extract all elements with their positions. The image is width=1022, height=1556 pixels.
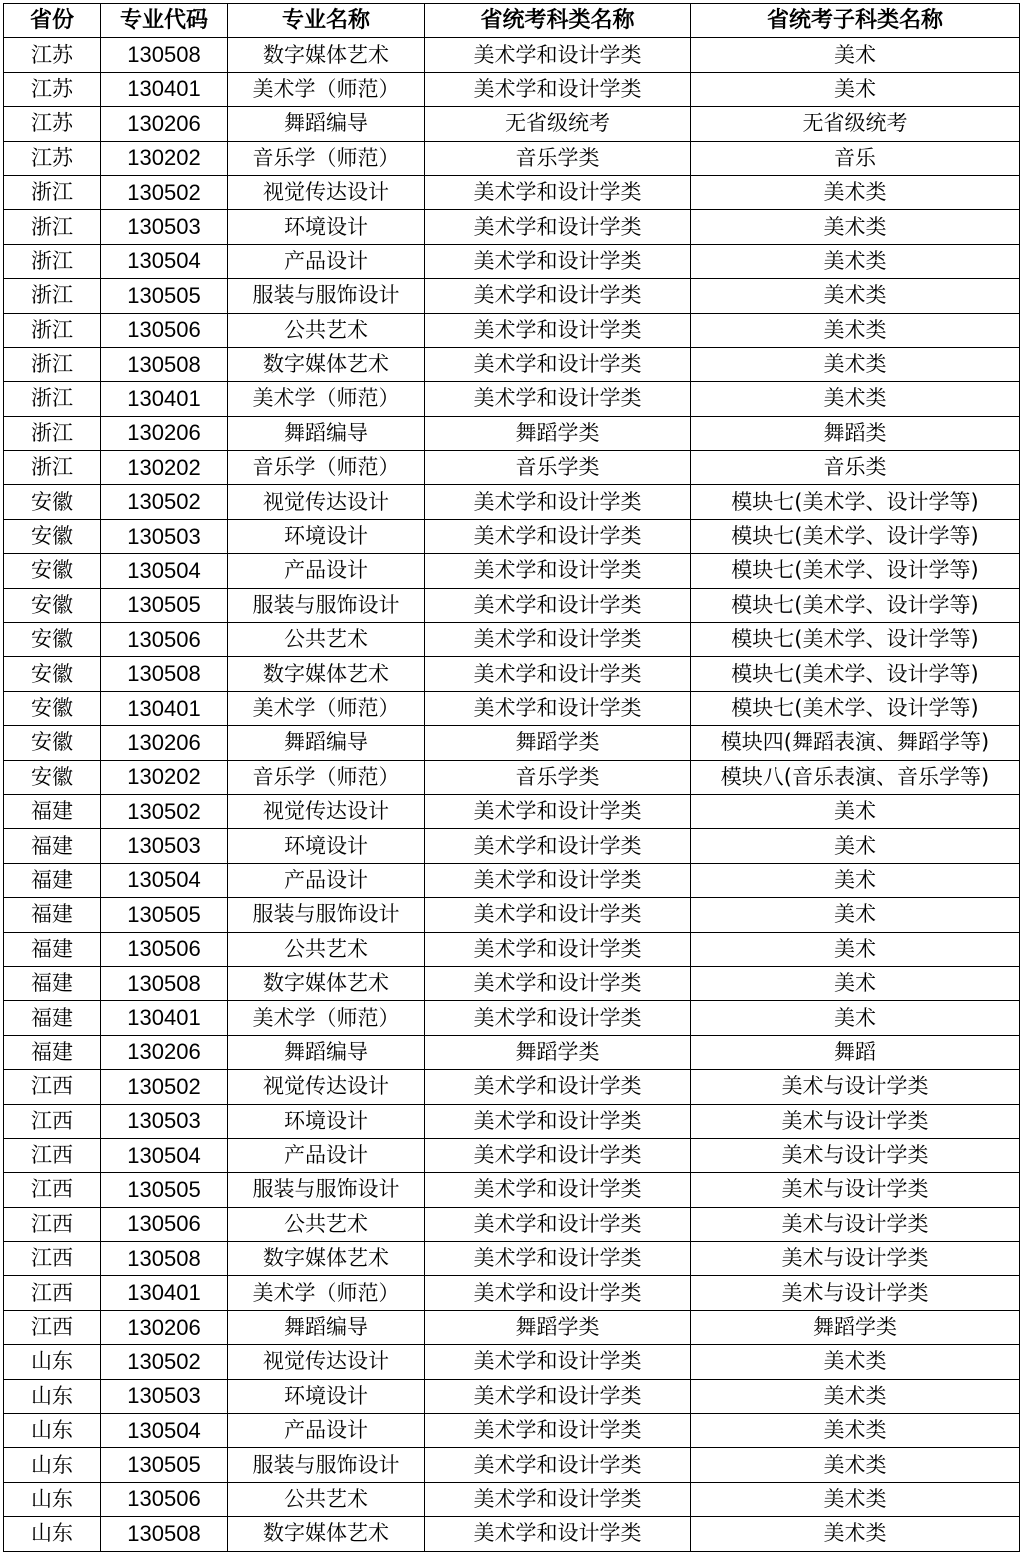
cell-major-code: 130206 bbox=[101, 107, 228, 141]
cell-province: 安徽 bbox=[4, 691, 101, 725]
cell-province: 浙江 bbox=[4, 210, 101, 244]
cell-major-code: 130508 bbox=[101, 657, 228, 691]
cell-major-code: 130502 bbox=[101, 1345, 228, 1379]
cell-province: 安徽 bbox=[4, 726, 101, 760]
cell-exam-subcategory: 美术与设计学类 bbox=[691, 1104, 1020, 1138]
cell-major-name: 环境设计 bbox=[228, 210, 425, 244]
cell-exam-category: 美术学和设计学类 bbox=[425, 829, 691, 863]
admissions-table bbox=[3, 3, 1020, 1552]
cell-province: 江西 bbox=[4, 1276, 101, 1310]
cell-province: 浙江 bbox=[4, 279, 101, 313]
cell-major-code: 130503 bbox=[101, 519, 228, 553]
table-row bbox=[4, 1207, 1020, 1241]
cell-province: 福建 bbox=[4, 1035, 101, 1069]
cell-major-code: 130506 bbox=[101, 313, 228, 347]
cell-major-code: 130401 bbox=[101, 72, 228, 106]
cell-province: 浙江 bbox=[4, 347, 101, 381]
cell-major-name: 视觉传达设计 bbox=[228, 1345, 425, 1379]
cell-exam-subcategory: 模块七(美术学、设计学等) bbox=[691, 623, 1020, 657]
cell-major-name: 音乐学（师范） bbox=[228, 451, 425, 485]
cell-exam-category: 美术学和设计学类 bbox=[425, 623, 691, 657]
cell-major-code: 130502 bbox=[101, 175, 228, 209]
cell-exam-category: 美术学和设计学类 bbox=[425, 210, 691, 244]
cell-major-name: 公共艺术 bbox=[228, 932, 425, 966]
cell-major-name: 视觉传达设计 bbox=[228, 794, 425, 828]
cell-province: 福建 bbox=[4, 829, 101, 863]
cell-exam-category: 美术学和设计学类 bbox=[425, 1482, 691, 1516]
cell-exam-category: 美术学和设计学类 bbox=[425, 38, 691, 72]
table-row bbox=[4, 519, 1020, 553]
cell-exam-category: 美术学和设计学类 bbox=[425, 1517, 691, 1551]
cell-province: 安徽 bbox=[4, 554, 101, 588]
cell-province: 江西 bbox=[4, 1207, 101, 1241]
table-row bbox=[4, 1242, 1020, 1276]
cell-major-name: 美术学（师范） bbox=[228, 382, 425, 416]
cell-major-code: 130505 bbox=[101, 1448, 228, 1482]
cell-exam-subcategory: 美术 bbox=[691, 898, 1020, 932]
cell-exam-category: 美术学和设计学类 bbox=[425, 932, 691, 966]
cell-major-code: 130202 bbox=[101, 760, 228, 794]
cell-major-code: 130206 bbox=[101, 726, 228, 760]
cell-province: 福建 bbox=[4, 966, 101, 1000]
table-row bbox=[4, 863, 1020, 897]
cell-major-name: 数字媒体艺术 bbox=[228, 347, 425, 381]
cell-exam-subcategory: 美术与设计学类 bbox=[691, 1070, 1020, 1104]
table-row bbox=[4, 382, 1020, 416]
cell-major-code: 130503 bbox=[101, 829, 228, 863]
cell-exam-subcategory: 模块七(美术学、设计学等) bbox=[691, 519, 1020, 553]
cell-exam-subcategory: 模块四(舞蹈表演、舞蹈学等) bbox=[691, 726, 1020, 760]
cell-province: 江西 bbox=[4, 1070, 101, 1104]
cell-exam-category: 美术学和设计学类 bbox=[425, 382, 691, 416]
cell-major-code: 130506 bbox=[101, 932, 228, 966]
cell-major-code: 130401 bbox=[101, 382, 228, 416]
cell-major-name: 环境设计 bbox=[228, 1104, 425, 1138]
table-row bbox=[4, 107, 1020, 141]
cell-major-code: 130502 bbox=[101, 485, 228, 519]
cell-major-name: 舞蹈编导 bbox=[228, 1310, 425, 1344]
cell-exam-subcategory: 美术类 bbox=[691, 1482, 1020, 1516]
cell-major-name: 产品设计 bbox=[228, 1138, 425, 1172]
cell-major-code: 130504 bbox=[101, 1138, 228, 1172]
cell-exam-subcategory: 模块七(美术学、设计学等) bbox=[691, 485, 1020, 519]
table-row bbox=[4, 898, 1020, 932]
cell-major-code: 130202 bbox=[101, 451, 228, 485]
cell-province: 山东 bbox=[4, 1379, 101, 1413]
cell-major-name: 公共艺术 bbox=[228, 313, 425, 347]
cell-exam-category: 美术学和设计学类 bbox=[425, 347, 691, 381]
cell-major-name: 数字媒体艺术 bbox=[228, 966, 425, 1000]
cell-major-code: 130505 bbox=[101, 279, 228, 313]
cell-major-name: 服装与服饰设计 bbox=[228, 898, 425, 932]
table-row bbox=[4, 657, 1020, 691]
cell-major-name: 数字媒体艺术 bbox=[228, 1242, 425, 1276]
table-body bbox=[4, 38, 1020, 1551]
table-row bbox=[4, 1104, 1020, 1138]
cell-exam-subcategory: 无省级统考 bbox=[691, 107, 1020, 141]
cell-province: 浙江 bbox=[4, 451, 101, 485]
cell-major-name: 视觉传达设计 bbox=[228, 175, 425, 209]
cell-exam-subcategory: 美术类 bbox=[691, 382, 1020, 416]
cell-province: 江苏 bbox=[4, 107, 101, 141]
cell-major-name: 舞蹈编导 bbox=[228, 416, 425, 450]
cell-major-name: 美术学（师范） bbox=[228, 72, 425, 106]
cell-exam-subcategory: 美术 bbox=[691, 829, 1020, 863]
cell-exam-category: 美术学和设计学类 bbox=[425, 657, 691, 691]
table-row bbox=[4, 1345, 1020, 1379]
cell-province: 山东 bbox=[4, 1482, 101, 1516]
cell-major-code: 130508 bbox=[101, 347, 228, 381]
cell-province: 福建 bbox=[4, 1001, 101, 1035]
table-row bbox=[4, 38, 1020, 72]
table-header-row bbox=[4, 4, 1020, 38]
header-exam-category: 省统考科类名称 bbox=[425, 4, 691, 38]
cell-major-code: 130508 bbox=[101, 38, 228, 72]
cell-exam-category: 音乐学类 bbox=[425, 451, 691, 485]
table-row bbox=[4, 760, 1020, 794]
table-row bbox=[4, 932, 1020, 966]
table-row bbox=[4, 691, 1020, 725]
cell-major-code: 130502 bbox=[101, 1070, 228, 1104]
cell-exam-category: 美术学和设计学类 bbox=[425, 1001, 691, 1035]
table-row bbox=[4, 1310, 1020, 1344]
cell-exam-category: 美术学和设计学类 bbox=[425, 519, 691, 553]
cell-province: 浙江 bbox=[4, 175, 101, 209]
cell-exam-category: 美术学和设计学类 bbox=[425, 898, 691, 932]
table-row bbox=[4, 829, 1020, 863]
cell-major-name: 舞蹈编导 bbox=[228, 1035, 425, 1069]
cell-province: 山东 bbox=[4, 1414, 101, 1448]
cell-province: 山东 bbox=[4, 1345, 101, 1379]
header-major-code: 专业代码 bbox=[101, 4, 228, 38]
cell-exam-category: 美术学和设计学类 bbox=[425, 1104, 691, 1138]
cell-major-name: 舞蹈编导 bbox=[228, 107, 425, 141]
cell-major-name: 产品设计 bbox=[228, 863, 425, 897]
table-row bbox=[4, 313, 1020, 347]
cell-exam-subcategory: 舞蹈 bbox=[691, 1035, 1020, 1069]
cell-province: 江西 bbox=[4, 1173, 101, 1207]
cell-exam-subcategory: 模块七(美术学、设计学等) bbox=[691, 657, 1020, 691]
cell-exam-subcategory: 美术与设计学类 bbox=[691, 1276, 1020, 1310]
cell-province: 安徽 bbox=[4, 588, 101, 622]
cell-major-code: 130206 bbox=[101, 1310, 228, 1344]
cell-province: 江苏 bbox=[4, 141, 101, 175]
cell-major-code: 130401 bbox=[101, 1276, 228, 1310]
cell-major-name: 公共艺术 bbox=[228, 1482, 425, 1516]
cell-major-name: 环境设计 bbox=[228, 829, 425, 863]
cell-major-code: 130401 bbox=[101, 691, 228, 725]
cell-major-name: 美术学（师范） bbox=[228, 691, 425, 725]
cell-province: 福建 bbox=[4, 863, 101, 897]
cell-major-name: 视觉传达设计 bbox=[228, 1070, 425, 1104]
cell-major-code: 130503 bbox=[101, 1379, 228, 1413]
cell-exam-subcategory: 美术 bbox=[691, 1001, 1020, 1035]
cell-major-name: 美术学（师范） bbox=[228, 1001, 425, 1035]
cell-exam-subcategory: 美术与设计学类 bbox=[691, 1173, 1020, 1207]
table-row bbox=[4, 210, 1020, 244]
cell-exam-subcategory: 模块七(美术学、设计学等) bbox=[691, 588, 1020, 622]
cell-exam-category: 美术学和设计学类 bbox=[425, 313, 691, 347]
cell-exam-subcategory: 美术 bbox=[691, 966, 1020, 1000]
table-row bbox=[4, 1138, 1020, 1172]
cell-exam-category: 美术学和设计学类 bbox=[425, 279, 691, 313]
cell-exam-category: 美术学和设计学类 bbox=[425, 1379, 691, 1413]
cell-major-name: 美术学（师范） bbox=[228, 1276, 425, 1310]
cell-major-name: 舞蹈编导 bbox=[228, 726, 425, 760]
table-row bbox=[4, 1448, 1020, 1482]
cell-major-name: 音乐学（师范） bbox=[228, 141, 425, 175]
cell-major-name: 服装与服饰设计 bbox=[228, 1173, 425, 1207]
cell-major-name: 产品设计 bbox=[228, 1414, 425, 1448]
table-row bbox=[4, 1173, 1020, 1207]
cell-exam-category: 美术学和设计学类 bbox=[425, 794, 691, 828]
cell-province: 安徽 bbox=[4, 519, 101, 553]
cell-exam-subcategory: 美术 bbox=[691, 38, 1020, 72]
cell-province: 浙江 bbox=[4, 313, 101, 347]
cell-major-name: 产品设计 bbox=[228, 554, 425, 588]
table-row bbox=[4, 794, 1020, 828]
table-row bbox=[4, 1517, 1020, 1551]
table-row bbox=[4, 1276, 1020, 1310]
table-row bbox=[4, 726, 1020, 760]
cell-exam-subcategory: 舞蹈类 bbox=[691, 416, 1020, 450]
cell-exam-subcategory: 美术类 bbox=[691, 210, 1020, 244]
cell-exam-category: 美术学和设计学类 bbox=[425, 966, 691, 1000]
table-row bbox=[4, 1482, 1020, 1516]
cell-exam-subcategory: 音乐 bbox=[691, 141, 1020, 175]
cell-exam-subcategory: 美术类 bbox=[691, 1517, 1020, 1551]
cell-exam-subcategory: 美术类 bbox=[691, 175, 1020, 209]
cell-province: 福建 bbox=[4, 898, 101, 932]
cell-major-code: 130506 bbox=[101, 623, 228, 657]
cell-major-code: 130505 bbox=[101, 898, 228, 932]
cell-major-code: 130503 bbox=[101, 1104, 228, 1138]
cell-province: 江苏 bbox=[4, 72, 101, 106]
cell-province: 江西 bbox=[4, 1104, 101, 1138]
cell-exam-subcategory: 模块八(音乐表演、音乐学等) bbox=[691, 760, 1020, 794]
cell-province: 江西 bbox=[4, 1310, 101, 1344]
cell-province: 浙江 bbox=[4, 382, 101, 416]
cell-major-name: 视觉传达设计 bbox=[228, 485, 425, 519]
cell-province: 浙江 bbox=[4, 244, 101, 278]
cell-province: 山东 bbox=[4, 1448, 101, 1482]
cell-major-name: 公共艺术 bbox=[228, 623, 425, 657]
cell-major-code: 130508 bbox=[101, 966, 228, 1000]
cell-exam-category: 无省级统考 bbox=[425, 107, 691, 141]
table-row bbox=[4, 1001, 1020, 1035]
cell-major-code: 130505 bbox=[101, 1173, 228, 1207]
table-row bbox=[4, 1070, 1020, 1104]
cell-exam-subcategory: 美术 bbox=[691, 863, 1020, 897]
cell-province: 安徽 bbox=[4, 485, 101, 519]
table-row bbox=[4, 623, 1020, 657]
cell-exam-category: 美术学和设计学类 bbox=[425, 691, 691, 725]
cell-exam-category: 美术学和设计学类 bbox=[425, 1414, 691, 1448]
table-row bbox=[4, 416, 1020, 450]
cell-province: 福建 bbox=[4, 932, 101, 966]
cell-province: 浙江 bbox=[4, 416, 101, 450]
cell-exam-subcategory: 美术类 bbox=[691, 1345, 1020, 1379]
header-exam-subcategory: 省统考子科类名称 bbox=[691, 4, 1020, 38]
cell-exam-category: 舞蹈学类 bbox=[425, 1035, 691, 1069]
cell-exam-subcategory: 美术类 bbox=[691, 279, 1020, 313]
cell-province: 安徽 bbox=[4, 657, 101, 691]
cell-province: 江苏 bbox=[4, 38, 101, 72]
cell-major-code: 130506 bbox=[101, 1207, 228, 1241]
cell-exam-category: 美术学和设计学类 bbox=[425, 1138, 691, 1172]
cell-major-code: 130206 bbox=[101, 1035, 228, 1069]
cell-exam-subcategory: 美术 bbox=[691, 932, 1020, 966]
cell-exam-subcategory: 美术类 bbox=[691, 244, 1020, 278]
cell-province: 安徽 bbox=[4, 760, 101, 794]
cell-major-code: 130401 bbox=[101, 1001, 228, 1035]
table-row bbox=[4, 175, 1020, 209]
cell-major-code: 130504 bbox=[101, 554, 228, 588]
cell-major-name: 数字媒体艺术 bbox=[228, 1517, 425, 1551]
cell-province: 江西 bbox=[4, 1138, 101, 1172]
cell-exam-category: 美术学和设计学类 bbox=[425, 1448, 691, 1482]
cell-exam-subcategory: 舞蹈学类 bbox=[691, 1310, 1020, 1344]
table-row bbox=[4, 347, 1020, 381]
cell-province: 山东 bbox=[4, 1517, 101, 1551]
cell-exam-subcategory: 美术类 bbox=[691, 1379, 1020, 1413]
cell-exam-category: 美术学和设计学类 bbox=[425, 863, 691, 897]
cell-exam-subcategory: 美术与设计学类 bbox=[691, 1138, 1020, 1172]
cell-exam-subcategory: 美术类 bbox=[691, 313, 1020, 347]
header-major-name: 专业名称 bbox=[228, 4, 425, 38]
cell-major-name: 服装与服饰设计 bbox=[228, 588, 425, 622]
cell-exam-category: 美术学和设计学类 bbox=[425, 485, 691, 519]
cell-major-name: 数字媒体艺术 bbox=[228, 38, 425, 72]
cell-major-name: 数字媒体艺术 bbox=[228, 657, 425, 691]
cell-exam-subcategory: 美术类 bbox=[691, 1414, 1020, 1448]
cell-exam-category: 舞蹈学类 bbox=[425, 726, 691, 760]
table-row bbox=[4, 72, 1020, 106]
cell-exam-subcategory: 美术类 bbox=[691, 1448, 1020, 1482]
cell-major-code: 130508 bbox=[101, 1242, 228, 1276]
table-row bbox=[4, 244, 1020, 278]
table-row bbox=[4, 588, 1020, 622]
cell-exam-category: 美术学和设计学类 bbox=[425, 1242, 691, 1276]
cell-exam-category: 美术学和设计学类 bbox=[425, 244, 691, 278]
table-row bbox=[4, 1414, 1020, 1448]
cell-exam-category: 美术学和设计学类 bbox=[425, 1070, 691, 1104]
cell-exam-category: 舞蹈学类 bbox=[425, 416, 691, 450]
cell-exam-subcategory: 美术与设计学类 bbox=[691, 1242, 1020, 1276]
cell-major-name: 产品设计 bbox=[228, 244, 425, 278]
cell-exam-category: 美术学和设计学类 bbox=[425, 175, 691, 209]
cell-exam-category: 音乐学类 bbox=[425, 760, 691, 794]
table-row bbox=[4, 966, 1020, 1000]
cell-exam-category: 美术学和设计学类 bbox=[425, 72, 691, 106]
table-row bbox=[4, 279, 1020, 313]
cell-major-name: 环境设计 bbox=[228, 519, 425, 553]
cell-exam-subcategory: 音乐类 bbox=[691, 451, 1020, 485]
cell-major-code: 130508 bbox=[101, 1517, 228, 1551]
table-row bbox=[4, 1379, 1020, 1413]
cell-exam-subcategory: 美术类 bbox=[691, 347, 1020, 381]
cell-exam-category: 美术学和设计学类 bbox=[425, 554, 691, 588]
cell-exam-subcategory: 美术 bbox=[691, 794, 1020, 828]
table-row bbox=[4, 554, 1020, 588]
header-province: 省份 bbox=[4, 4, 101, 38]
cell-exam-category: 美术学和设计学类 bbox=[425, 1207, 691, 1241]
cell-exam-category: 美术学和设计学类 bbox=[425, 588, 691, 622]
cell-major-name: 服装与服饰设计 bbox=[228, 279, 425, 313]
cell-major-name: 服装与服饰设计 bbox=[228, 1448, 425, 1482]
cell-exam-category: 美术学和设计学类 bbox=[425, 1173, 691, 1207]
cell-major-code: 130502 bbox=[101, 794, 228, 828]
cell-exam-subcategory: 模块七(美术学、设计学等) bbox=[691, 554, 1020, 588]
cell-major-name: 音乐学（师范） bbox=[228, 760, 425, 794]
cell-province: 江西 bbox=[4, 1242, 101, 1276]
cell-province: 福建 bbox=[4, 794, 101, 828]
cell-exam-category: 美术学和设计学类 bbox=[425, 1345, 691, 1379]
cell-major-code: 130505 bbox=[101, 588, 228, 622]
cell-major-code: 130506 bbox=[101, 1482, 228, 1516]
table-row bbox=[4, 451, 1020, 485]
cell-major-name: 环境设计 bbox=[228, 1379, 425, 1413]
cell-major-code: 130504 bbox=[101, 1414, 228, 1448]
cell-exam-subcategory: 美术 bbox=[691, 72, 1020, 106]
cell-major-name: 公共艺术 bbox=[228, 1207, 425, 1241]
table-row bbox=[4, 485, 1020, 519]
cell-exam-subcategory: 美术与设计学类 bbox=[691, 1207, 1020, 1241]
cell-major-code: 130504 bbox=[101, 863, 228, 897]
cell-exam-category: 音乐学类 bbox=[425, 141, 691, 175]
table-row bbox=[4, 1035, 1020, 1069]
table-row bbox=[4, 141, 1020, 175]
cell-major-code: 130206 bbox=[101, 416, 228, 450]
cell-major-code: 130504 bbox=[101, 244, 228, 278]
cell-major-code: 130202 bbox=[101, 141, 228, 175]
cell-exam-category: 舞蹈学类 bbox=[425, 1310, 691, 1344]
cell-exam-category: 美术学和设计学类 bbox=[425, 1276, 691, 1310]
cell-exam-subcategory: 模块七(美术学、设计学等) bbox=[691, 691, 1020, 725]
cell-province: 安徽 bbox=[4, 623, 101, 657]
cell-major-code: 130503 bbox=[101, 210, 228, 244]
